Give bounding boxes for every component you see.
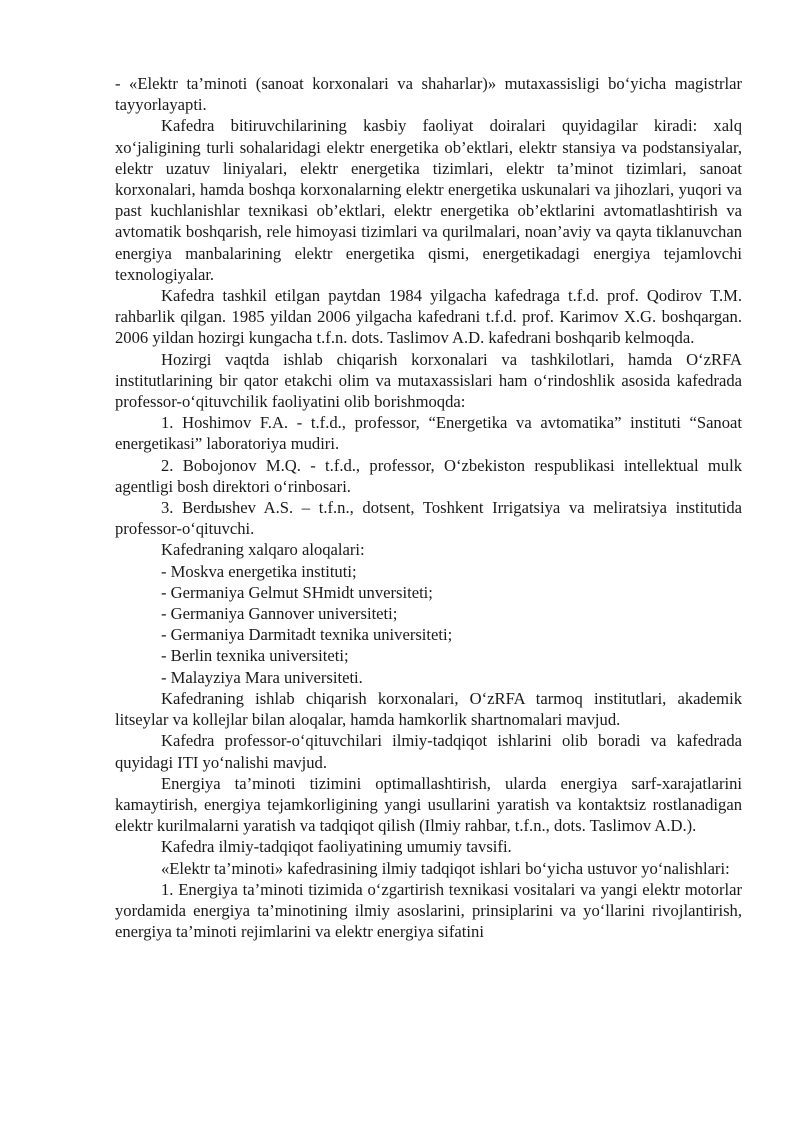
paragraph: Kafedra professor-o‘qituvchilari ilmiy-tadqiqot ishlarini olib boradi va kafedrada quyidagi ITI yo‘nalishi mavjud. [115, 731, 742, 772]
paragraph: Kafedraning ishlab chiqarish korxonalari, O‘zRFA tarmoq institutlari, akademik litseylar va kollejlar bilan aloqalar, hamda hamkorlik shartnomalari mavjud. [115, 688, 742, 730]
paragraph: Kafedra tashkil etilgan paytdan 1984 yilgacha kafedraga t.f.d. prof. Qodirov T.M. rahbarlik qilgan. 1985 yildan 2006 yilgacha kafedrani t.f.d. prof. Karimov X.G. boshqargan. 2006 yildan hozirgi kungacha t.f.n. dots. Taslimov A.D. kafedrani boshqarib kelmoqda. [115, 286, 742, 348]
paragraph: Kafedra bitiruvchilarining kasbiy faoliyat doiralari quyidagilar kiradi: xalq xo‘jaligining turli sohalaridagi elektr energetika ob’ektlari, elektr stansiya va podstansiyalar, elektr uzatuv liniyalari, elektr energetika tizimlari, elektr ta’minot tizimlari, sanoat korxonalari, hamda boshqa korxonalarning elektr energetika uskunalari va jihozlari, yuqori va past kuchlanishlar texnikasi ob’ektlari, elektr energetika ob’ektlarini avtomatlashtirish va avtomatik boshqarish, rele himoyasi tizimlari va qurilmalari, noan’aviy va qayta tiklanuvchan energiya manbalarining elektr energetika qismi, energetikadagi energiya tejamlovchi texnologiyalar. [115, 116, 742, 284]
paragraph: Kafedraning xalqaro aloqalari: [161, 540, 365, 560]
partner-list-item: - Moskva energetika instituti; [161, 561, 357, 581]
partner-list-item: - Germaniya Gannover universiteti; [161, 604, 398, 624]
paragraph: - «Elektr ta’minoti (sanoat korxonalari va shaharlar)» mutaxassisligi bo‘yicha magistrlar tayyorlayapti. [115, 74, 742, 115]
staff-list-item: 1. Hoshimov F.A. - t.f.d., professor, “Energetika va avtomatika” instituti “Sanoat energetikasi” laboratoriya mudiri. [115, 413, 742, 454]
staff-list-item: 2. Bobojonov M.Q. - t.f.d., professor, O‘zbekiston respublikasi intellektual mulk agentligi bosh direktori o‘rinbosari. [115, 455, 742, 496]
paragraph: Energiya ta’minoti tizimini optimallashtirish, ularda energiya sarf-xarajatlarini kamaytirish, energiya tejamkorligining yangi usullarini yaratish va kontaktsiz rostlanadigan elektr kurilmalarni yaratish va tadqiqot qilish (Ilmiy rahbar, t.f.n., dots. Taslimov A.D.). [115, 773, 742, 836]
paragraph: «Elektr ta’minoti» kafedrasining ilmiy tadqiqot ishlari bo‘yicha ustuvor yo‘nalishlari: [161, 858, 730, 878]
staff-list-item: 3. Berdыshev A.S. – t.f.n., dotsent, Toshkent Irrigatsiya va meliratsiya institutida professor-o‘qituvchi. [115, 498, 742, 539]
paragraph: Kafedra ilmiy-tadqiqot faoliyatining umumiy tavsifi. [161, 837, 512, 857]
partner-list-item: - Malayziya Mara universiteti. [161, 667, 363, 687]
partner-list-item: - Germaniya Darmitadt texnika universiteti; [161, 625, 453, 645]
paragraph: Hozirgi vaqtda ishlab chiqarish korxonalari va tashkilotlari, hamda O‘zRFA institutlarining bir qator etakchi olim va mutaxassislari ham o‘rindoshlik asosida kafedrada professor-o‘qituvchilik faoliyatini olib borishmoqda: [115, 349, 742, 412]
paragraph: 1. Energiya ta’minoti tizimida o‘zgartirish texnikasi vositalari va yangi elektr motorlar yordamida energiya ta’minotining ilmiy asoslarini, prinsiplarini va yo‘llarini rivojlantirish, energiya ta’minoti rejimlarini va elektr energiya sifatini [115, 879, 742, 942]
document-page [115, 73, 742, 942]
partner-list-item: - Germaniya Gelmut SHmidt unversiteti; [161, 582, 433, 602]
partner-list-item: - Berlin texnika universiteti; [161, 646, 349, 666]
